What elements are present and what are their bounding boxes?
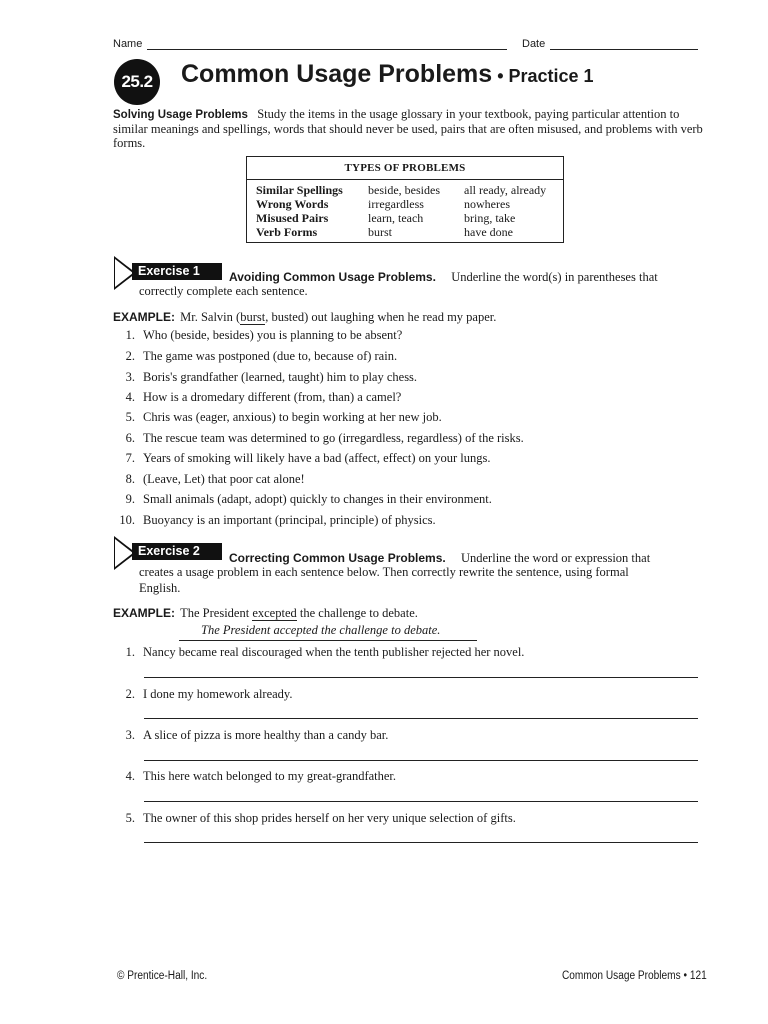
example-label: EXAMPLE:	[113, 310, 176, 324]
exercise-1-instructions-cont: correctly complete each sentence.	[139, 284, 308, 298]
example-underlined: excepted	[252, 606, 297, 620]
table-title: TYPES OF PROBLEMS	[247, 157, 563, 180]
intro-text: Study the items in the usage glossary in your textbook, paying particular attention to similar meanings and spellings, words that should never be used, pairs that are often misused, and problems with verb forms.	[113, 107, 703, 150]
table-example-1: burst	[368, 225, 392, 239]
name-label: Name	[113, 38, 143, 50]
example-post: , busted) out laughing when he read my paper.	[265, 310, 497, 324]
table-example-2: all ready, already	[464, 183, 547, 197]
answer-line[interactable]	[144, 842, 698, 843]
exercise-2-heading: Correcting Common Usage Problems.	[229, 551, 446, 565]
table-example-1: irregardless	[368, 197, 424, 211]
table-category: Wrong Words	[256, 197, 329, 211]
example-post: the challenge to debate.	[296, 606, 418, 620]
exercise-2-instructions-end: English.	[139, 581, 181, 595]
page-title	[181, 60, 594, 89]
table-category: Misused Pairs	[256, 211, 329, 225]
exercise-1-example	[113, 306, 496, 325]
exercise-1-heading: Avoiding Common Usage Problems.	[229, 270, 436, 284]
intro-heading: Solving Usage Problems	[113, 109, 248, 121]
exercise-2-instructions-cont: creates a usage problem in each sentence below. Then correctly rewrite the sentence, using formal	[139, 565, 629, 579]
table-category: Verb Forms	[256, 225, 318, 239]
answer-line[interactable]	[144, 801, 698, 802]
intro-paragraph	[113, 107, 703, 150]
exercise-2-example	[113, 602, 418, 621]
types-of-problems-table	[246, 156, 564, 243]
example-underlined: burst	[240, 310, 266, 324]
section-number-badge: 25.2	[114, 59, 160, 105]
exercise-1-label: Exercise 1	[132, 263, 222, 280]
example-pre: The President	[180, 606, 253, 620]
name-field-line[interactable]	[147, 49, 507, 50]
example-label: EXAMPLE:	[113, 606, 176, 620]
exercise-2-label: Exercise 2	[132, 543, 222, 560]
table-example-2: bring, take	[464, 211, 516, 225]
table-category: Similar Spellings	[256, 183, 343, 197]
exercise-2-instructions: Underline the word or expression that	[460, 551, 651, 565]
table-example-1: learn, teach	[368, 211, 424, 225]
answer-line[interactable]	[144, 677, 698, 678]
footer-page-info: Common Usage Problems • 121	[562, 970, 707, 982]
example-answer-line	[179, 640, 477, 641]
answer-line[interactable]	[144, 760, 698, 761]
title-subtitle: • Practice 1	[492, 66, 594, 86]
date-label: Date	[522, 38, 546, 50]
table-example-2: have done	[464, 225, 513, 239]
example-pre: Mr. Salvin (	[180, 310, 241, 324]
table-example-1: beside, besides	[368, 183, 440, 197]
exercise-1-instructions: Underline the word(s) in parentheses that	[451, 270, 658, 284]
answer-line[interactable]	[144, 718, 698, 719]
table-example-2: nowheres	[464, 197, 510, 211]
title-text: Common Usage Problems	[181, 60, 493, 88]
date-field-line[interactable]	[550, 49, 698, 50]
example-answer: The President accepted the challenge to debate.	[201, 623, 441, 637]
footer-copyright: © Prentice-Hall, Inc.	[117, 970, 208, 982]
